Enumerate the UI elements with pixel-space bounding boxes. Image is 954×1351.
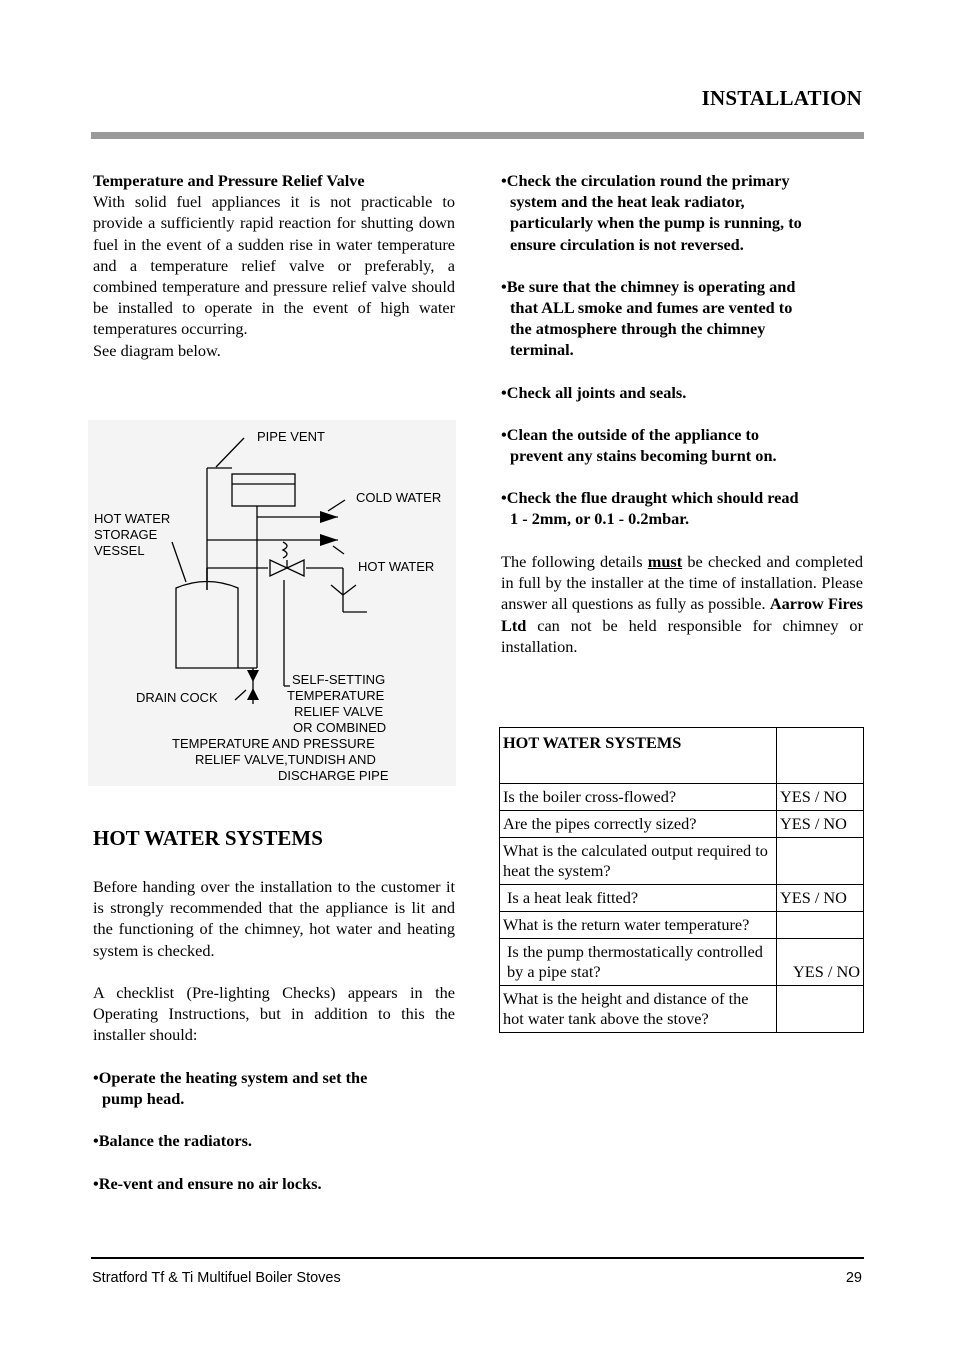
- label-valve-5: TEMPERATURE AND PRESSURE: [172, 736, 375, 751]
- table-answer[interactable]: [777, 986, 864, 1033]
- right-bullet-list: [501, 170, 863, 530]
- list-item-continuation: pump head.: [102, 1089, 185, 1109]
- details-text-post: can not be held responsible for chimney or installation.: [501, 615, 863, 656]
- label-storage-3: VESSEL: [94, 543, 145, 558]
- list-item: [93, 1130, 367, 1151]
- tprv-body: With solid fuel appliances it is not practicable to provide a sufficiently rapid reaction for shutting down fuel in the event of a sudden rise in water temperature and a temperature relief valve or preferably, a combined temperature and pressure relief valve should be installed to operate in the event of high water temperatures occurring.: [93, 192, 455, 339]
- table-question: What is the return water temperature?: [500, 912, 777, 939]
- list-item: [501, 170, 863, 255]
- hot-water-systems-heading: HOT WATER SYSTEMS: [93, 826, 323, 850]
- list-item-text: •Re-vent and ensure no air locks.: [93, 1173, 322, 1193]
- footer-title: Stratford Tf & Ti Multifuel Boiler Stoves: [92, 1270, 341, 1286]
- label-valve-6: RELIEF VALVE,TUNDISH AND: [195, 752, 376, 767]
- label-hot-water: HOT WATER: [358, 559, 435, 574]
- list-item-continuation: particularly when the pump is running, to: [510, 213, 802, 233]
- footer-rule: [91, 1257, 864, 1259]
- table-answer[interactable]: [777, 912, 864, 939]
- list-item-continuation: that ALL smoke and fumes are vented to: [510, 298, 793, 318]
- table-answer[interactable]: YES / NO: [777, 939, 864, 986]
- details-must: must: [647, 552, 683, 571]
- list-item: [93, 1067, 367, 1109]
- table-question: What is the height and distance of the hot water tank above the stove?: [500, 986, 777, 1033]
- table-answer[interactable]: YES / NO: [777, 811, 864, 838]
- header-rule: [91, 132, 864, 139]
- list-item-continuation: prevent any stains becoming burnt on.: [510, 446, 777, 466]
- relief-valve-diagram: [88, 420, 456, 786]
- details-text-pre: The following details: [501, 552, 648, 571]
- list-item-text: •Operate the heating system and set the: [93, 1068, 368, 1087]
- list-item: [501, 382, 863, 403]
- diagram-svg: [88, 420, 456, 786]
- table-row: [500, 986, 864, 1033]
- list-item-continuation: 1 - 2mm, or 0.1 - 0.2mbar.: [510, 509, 690, 529]
- list-item-text: •Clean the outside of the appliance to: [501, 424, 760, 444]
- label-storage-1: HOT WATER: [94, 511, 171, 526]
- tprv-heading: Temperature and Pressure Relief Valve: [93, 171, 365, 190]
- list-item-continuation: terminal.: [510, 340, 574, 360]
- table-row: [500, 784, 864, 811]
- table-question: Are the pipes correctly sized?: [500, 811, 777, 838]
- table-row: [500, 939, 864, 986]
- label-valve-4: OR COMBINED: [293, 720, 387, 735]
- details-text-mid: be checked and completed in full by the installer at the time of installation. Please answer all questions as fully as possible.: [501, 552, 864, 614]
- label-drain-cock: DRAIN COCK: [136, 690, 218, 705]
- table-row: [500, 811, 864, 838]
- table-answer[interactable]: [777, 838, 864, 885]
- list-item: [501, 487, 863, 529]
- hws-paragraph-2: A checklist (Pre-lighting Checks) appears in the Operating Instructions, but in addition to this the installer should:: [93, 983, 455, 1045]
- label-cold-water: COLD WATER: [356, 490, 442, 505]
- label-valve-1: SELF-SETTING: [292, 672, 386, 687]
- list-item-continuation: ensure circulation is not reversed.: [510, 234, 744, 254]
- table-heading: HOT WATER SYSTEMS: [500, 728, 777, 784]
- page-section-title: INSTALLATION: [701, 86, 862, 110]
- list-item-text: •Balance the radiators.: [93, 1131, 252, 1151]
- list-item-continuation: the atmosphere through the chimney: [510, 319, 766, 339]
- label-valve-7: DISCHARGE PIPE: [278, 768, 389, 783]
- table-answer[interactable]: YES / NO: [777, 885, 864, 912]
- table-question: What is the calculated output required to heat the system?: [500, 838, 777, 885]
- table-header-row: [500, 728, 864, 784]
- list-item: [93, 1173, 367, 1194]
- table-row: [500, 912, 864, 939]
- label-storage-2: STORAGE: [94, 527, 158, 542]
- table-answer[interactable]: YES / NO: [777, 784, 864, 811]
- table-row: [500, 838, 864, 885]
- tprv-section: [93, 170, 455, 361]
- left-bullet-list: [93, 1067, 367, 1194]
- details-paragraph: [501, 551, 863, 657]
- table-question: Is the pump thermostatically controlled by a pipe stat?: [500, 939, 777, 986]
- tprv-see-diagram: See diagram below.: [93, 340, 221, 360]
- hot-water-checklist-table: [499, 727, 864, 1033]
- table-cell-blank: [777, 728, 864, 784]
- list-item-continuation: system and the heat leak radiator,: [510, 192, 745, 212]
- page-number: 29: [845, 1270, 862, 1286]
- table-question: Is the boiler cross-flowed?: [500, 784, 777, 811]
- list-item-text: •Be sure that the chimney is operating and: [501, 276, 796, 296]
- list-item-text: •Check the flue draught which should read: [501, 488, 799, 508]
- table-question: Is a heat leak fitted?: [500, 885, 777, 912]
- label-valve-2: TEMPERATURE: [287, 688, 385, 703]
- list-item: [501, 276, 863, 361]
- details-company: Aarrow Fires Ltd: [501, 594, 863, 635]
- list-item-text: •Check all joints and seals.: [501, 382, 687, 402]
- list-item-text: •Check the circulation round the primary: [501, 171, 790, 190]
- table-row: [500, 885, 864, 912]
- list-item: [501, 424, 863, 466]
- label-valve-3: RELIEF VALVE: [294, 704, 384, 719]
- hws-paragraph-1: Before handing over the installation to the customer it is strongly recommended that the appliance is lit and the functioning of the chimney, hot water and heating system is checked.: [93, 877, 455, 960]
- label-pipe-vent: PIPE VENT: [257, 429, 325, 444]
